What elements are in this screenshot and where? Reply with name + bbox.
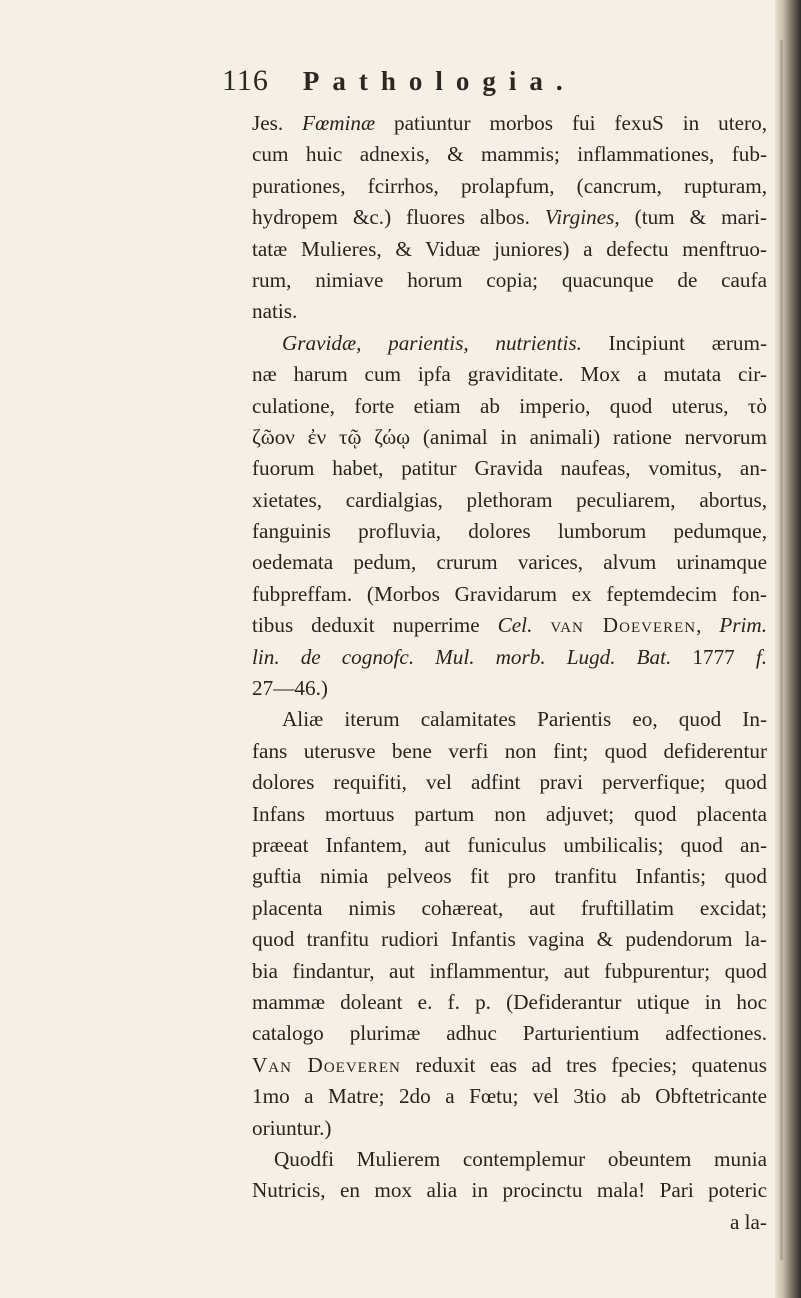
italic-run: Virgines xyxy=(544,205,615,230)
text-line xyxy=(252,202,767,233)
binding-line xyxy=(780,40,783,1260)
text-line xyxy=(252,579,767,610)
text-run: tibus deduxit nuperrime xyxy=(252,613,498,638)
text-run: oriuntur.) xyxy=(252,1115,332,1140)
text-run: cum huic adnexis, & mammis; inflammationes, fub- xyxy=(252,142,767,167)
text-line xyxy=(252,673,767,704)
text-line xyxy=(252,1144,767,1175)
text-run: 27—46.) xyxy=(252,676,328,701)
text-run: Nutricis, en mox alia in procinctu mala! Pari poteric xyxy=(252,1178,767,1203)
text-line xyxy=(252,296,767,327)
text-run: purationes, fcirrhos, prolapfum, (cancrum, rupturam, xyxy=(252,173,767,198)
italic-run: lin. de cognofc. Mul. morb. Lugd. Bat. xyxy=(252,644,672,669)
text-run: Infans mortuus partum non adjuvet; quod placenta xyxy=(252,801,767,826)
text-line xyxy=(252,642,767,673)
italic-run: Gravidæ, parientis, nutrientis. xyxy=(282,330,582,355)
italic-run: f. xyxy=(755,644,767,669)
text-run xyxy=(532,613,550,637)
italic-run: Fœminæ xyxy=(302,111,376,135)
text-line xyxy=(252,139,767,170)
text-line xyxy=(252,391,767,422)
running-head: Pathologia. xyxy=(302,66,576,96)
page-header xyxy=(222,64,576,104)
text-run: natis. xyxy=(252,299,298,324)
text-line xyxy=(252,767,767,798)
text-run: a la- xyxy=(729,1209,767,1234)
text-line xyxy=(252,485,767,516)
text-run: 1777 xyxy=(671,644,756,669)
text-run: guftia nimia pelveos fit pro tranfitu Infantis; quod xyxy=(252,864,767,889)
text-run: fubpreffam. (Morbos Gravidarum ex feptemdecim fon- xyxy=(252,581,767,606)
text-run: Jes. xyxy=(252,111,303,135)
text-line xyxy=(252,861,767,892)
text-line xyxy=(252,328,767,359)
page-edge-shadow xyxy=(775,0,801,1298)
text-run: culatione, forte etiam ab imperio, quod uterus, τὸ xyxy=(252,393,767,418)
text-line xyxy=(252,108,767,139)
text-line xyxy=(252,610,767,641)
text-run: ζῶον ἐν τῷ ζώῳ (animal in animali) ratione nervorum xyxy=(252,424,767,449)
text-run: , xyxy=(696,613,720,638)
text-run: oedemata pedum, crurum varices, alvum urinamque xyxy=(252,550,767,575)
text-run: fanguinis profluvia, dolores lumborum pedumque, xyxy=(252,519,767,544)
text-run: placenta nimis cohæreat, aut fruftillatim excidat; xyxy=(252,895,767,920)
text-run: fans uterusve bene verfi non fint; quod defiderentur xyxy=(252,738,767,763)
text-line xyxy=(252,704,767,735)
body-text xyxy=(252,108,767,1238)
catchword-line xyxy=(252,1207,767,1238)
text-line xyxy=(252,265,767,296)
smallcaps-run: van Doeveren xyxy=(550,613,697,638)
text-run: xietates, cardialgias, plethoram peculiarem, abortus, xyxy=(252,487,767,512)
text-line xyxy=(252,234,767,265)
italic-run: Cel. xyxy=(497,613,533,638)
text-run: præeat Infantem, aut funiculus umbilicalis; quod an- xyxy=(252,832,767,857)
page-number: 116 xyxy=(222,64,269,97)
text-line xyxy=(252,1175,767,1206)
text-line xyxy=(252,1050,767,1081)
text-run: hydropem &c.) fluores albos. xyxy=(252,205,545,230)
smallcaps-run: Van Doeveren xyxy=(252,1052,401,1077)
text-line xyxy=(252,171,767,202)
text-run: rum, nimiave horum copia; quacunque de caufa xyxy=(252,267,767,292)
text-run: quod tranfitu rudiori Infantis vagina & pudendorum la- xyxy=(252,927,767,952)
text-line xyxy=(252,830,767,861)
text-run: dolores requifiti, vel adfint pravi perverfique; quod xyxy=(252,770,767,795)
text-run: patiuntur morbos fui fexuS in utero, xyxy=(375,111,767,135)
text-run: næ harum cum ipfa graviditate. Mox a mutata cir- xyxy=(252,362,767,387)
text-run: mammæ doleant e. f. p. (Defiderantur utique in hoc xyxy=(252,989,767,1014)
text-run: Incipiunt ærum- xyxy=(581,330,768,355)
text-line xyxy=(252,799,767,830)
text-line xyxy=(252,1081,767,1112)
text-run: tatæ Mulieres, & Viduæ juniores) a defectu menftruo- xyxy=(252,236,767,261)
text-line xyxy=(252,359,767,390)
text-run: Quodfi Mulierem contemplemur obeuntem munia xyxy=(274,1146,767,1171)
text-line xyxy=(252,956,767,987)
text-run: catalogo plurimæ adhuc Parturientium adfectiones. xyxy=(252,1021,767,1046)
text-line xyxy=(252,1113,767,1144)
text-run: fuorum habet, patitur Gravida naufeas, vomitus, an- xyxy=(252,456,767,481)
text-line xyxy=(252,453,767,484)
text-line xyxy=(252,1018,767,1049)
text-run: reduxit eas ad tres fpecies; quatenus xyxy=(400,1052,767,1077)
text-line xyxy=(252,516,767,547)
text-line xyxy=(252,893,767,924)
text-line xyxy=(252,547,767,578)
italic-run: Prim. xyxy=(719,613,768,638)
text-line xyxy=(252,736,767,767)
text-run: Aliæ iterum calamitates Parientis eo, quod In- xyxy=(282,707,767,732)
text-run: , (tum & mari- xyxy=(614,205,767,230)
text-run: 1mo a Matre; 2do a Fœtu; vel 3tio ab Obftetricante xyxy=(252,1084,767,1109)
text-line xyxy=(252,987,767,1018)
text-line xyxy=(252,422,767,453)
text-run: bia findantur, aut inflammentur, aut fubpurentur; quod xyxy=(252,958,767,983)
text-line xyxy=(252,924,767,955)
